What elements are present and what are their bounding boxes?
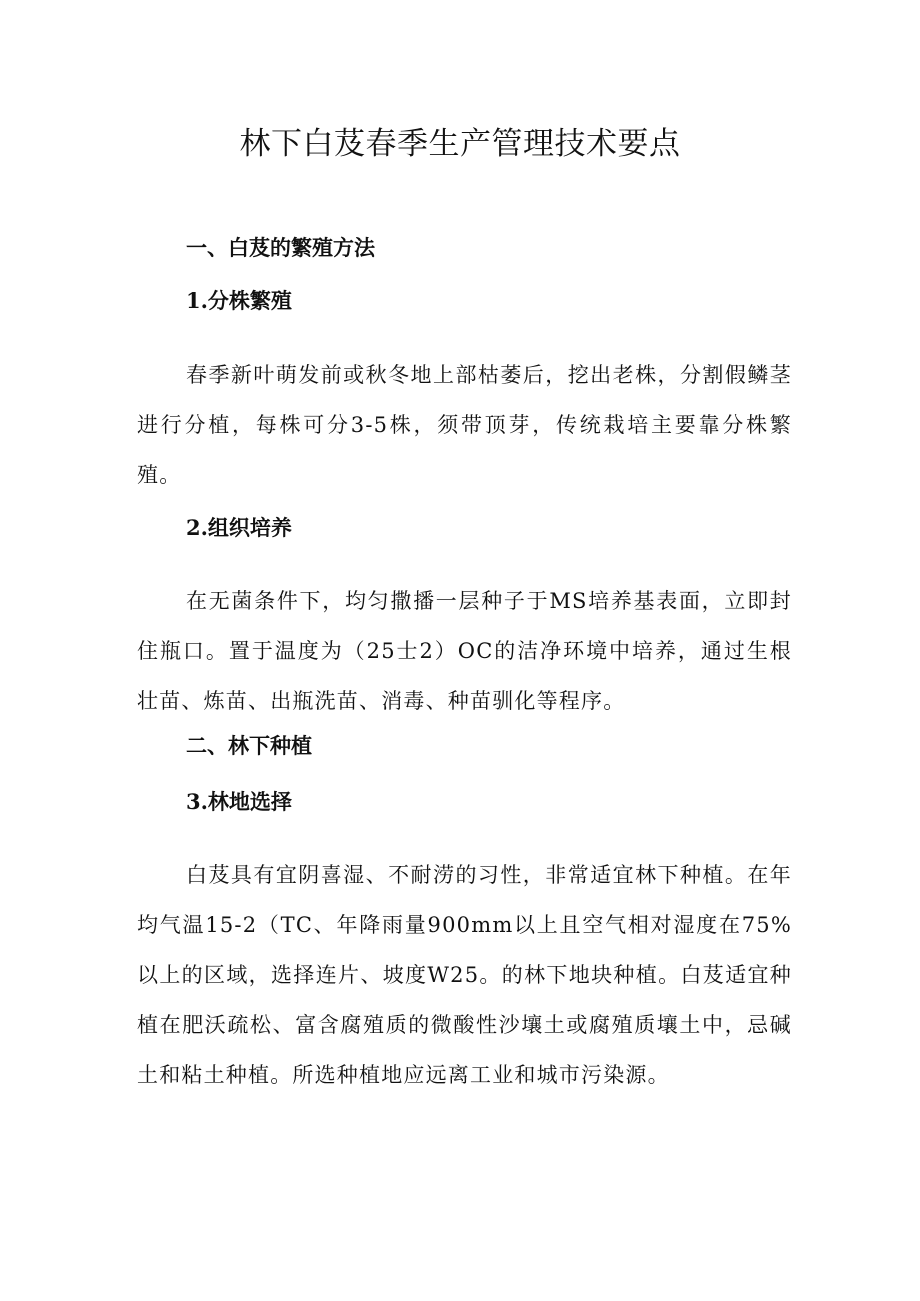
paragraph-tissue-culture: 在无菌条件下，均匀撒播一层种子于MS培养基表面，立即封住瓶口。置于温度为（25士2）OC的洁净环境中培养，通过生根壮苗、炼苗、出瓶洗苗、消毒、种苗驯化等程序。 <box>137 589 792 713</box>
subsection-heading-site-selection: 3.林地选择 <box>186 789 292 814</box>
subsection-heading-division: 1.分株繁殖 <box>186 288 292 313</box>
paragraph-site-selection: 白芨具有宜阴喜湿、不耐涝的习性，非常适宜林下种植。在年均气温15-2（TC、年降雨量900mm以上且空气相对湿度在75%以上的区域，选择连片、坡度W25。的林下地块种植。白芨适宜种植在肥沃疏松、富含腐殖质的微酸性沙壤土或腐殖质壤土中，忌碱土和粘土种植。所选种植地应远离工业和城市污染源。 <box>137 863 792 1087</box>
paragraph-division: 春季新叶萌发前或秋冬地上部枯萎后，挖出老株，分割假鳞茎进行分植，每株可分3-5株，须带顶芽，传统栽培主要靠分株繁殖。 <box>137 363 792 487</box>
subsection-heading-tissue-culture: 2.组织培养 <box>186 515 292 540</box>
section-heading-forest-planting: 二、林下种植 <box>186 733 312 758</box>
section-heading-propagation: 一、白芨的繁殖方法 <box>186 235 375 260</box>
document-title: 林下白芨春季生产管理技术要点 <box>239 126 681 162</box>
